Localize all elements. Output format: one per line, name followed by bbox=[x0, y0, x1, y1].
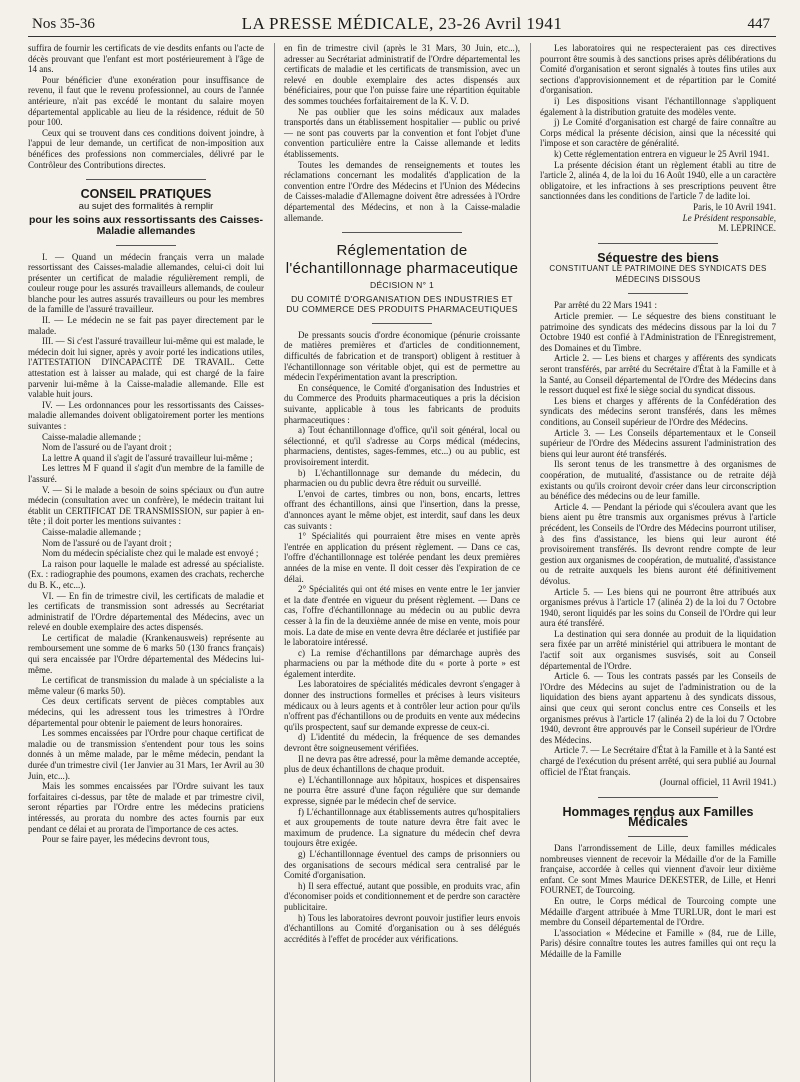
article-subtitle: DÉCISION N° 1 bbox=[370, 280, 434, 291]
paragraph: En conséquence, le Comité d'organisation des Industries et du Commerce des Produits pharmaceutiques a pris la décision suivante, applicable à tous les fabricants de produits pharmaceutiques : bbox=[284, 382, 520, 425]
article-body bbox=[284, 330, 520, 944]
paragraph: Il ne devra pas être adressé, pour la même demande acceptée, plus de deux échantillons de chaque produit. bbox=[284, 753, 520, 775]
article-subtitle: au sujet des formalités à remplir bbox=[78, 200, 214, 212]
paragraph: Article 3. — Les Conseils départementaux et le Conseil supérieur de l'Ordre des Médecins assurent l'administration des biens qui leur auront été transférés. bbox=[540, 427, 776, 459]
divider bbox=[598, 797, 718, 798]
paragraph: e) L'échantillonnage aux hôpitaux, hospices et dispensaires ne pourra être assuré d'une façon régulière que sur demande expresse, signée par le médecin chef de service. bbox=[284, 774, 520, 806]
paragraph: VI. — En fin de trimestre civil, les certificats de maladie et les certificats de transmission sont adressés au Secrétariat administratif de l'Ordre départemental des Médecins, avec un relevé en double exemplaire des actes dispensés. bbox=[28, 590, 264, 633]
article-heading-hommages bbox=[540, 804, 776, 830]
article-subtitle: pour les soins aux ressortissants des Caisses-Maladie allemandes bbox=[28, 214, 264, 237]
paragraph: j) Le Comité d'organisation est chargé de faire connaître au Corps médical la présente décision, ainsi que la nécessité qui l'impose et son caractère de généralité. bbox=[540, 117, 776, 149]
paragraph: III. — Si c'est l'assuré travailleur lui-même qui est malade, le médecin doit lui signer, après y avoir porté les indications utiles, l'ATTESTATION D'INCAPACITÉ DE TRAVAIL. Cette attestation est à laisser au malade, qui est chargé de la faire parvenir lui-même à la Caisse-maladie allemande. Elle est valable huit jours. bbox=[28, 336, 264, 400]
article-title: Hommages rendus aux Familles Médicales bbox=[562, 804, 754, 830]
columns bbox=[28, 43, 776, 1082]
paragraph: La destination qui sera donnée au produit de la liquidation sera fixée par un arrêté ministériel qui attribuera le montant de l'actif soit aux organismes susvisés, soit au Conseil départemental de l'Ordre. bbox=[540, 628, 776, 671]
paragraph: Par arrêté du 22 Mars 1941 : bbox=[554, 300, 657, 311]
paragraph: b) L'échantillonnage sur demande du médecin, du pharmacien ou du public devra être réduit ou surveillé. bbox=[284, 467, 520, 489]
paragraph: suffira de fournir les certificats de vie desdits enfants ou l'acte de décès prouvant que l'enfant est mort postérieurement à l'âge de 14 ans. bbox=[28, 43, 264, 75]
article-title: Séquestre des biens bbox=[597, 250, 719, 265]
paragraph: I. — Quand un médecin français verra un malade ressortissant des Caisses-maladie allemandes, celui-ci doit lui présenter un certificat de maladie régulièrement rempli, de couleur rouge pour les assurés travailleurs allemands, de couleur blanche pour les autres assurés travailleurs ou pour les membres de la famille de l'assuré travailleur. bbox=[28, 251, 264, 315]
paragraph: f) L'échantillonnage aux établissements autres qu'hospitaliers et aux groupements de toute nature devra être fait avec le maximum de prudence. La signature du médecin chef devra toujours être exigée. bbox=[284, 806, 520, 849]
paragraph: Article 4. — Pendant la période qui s'écoulera avant que les biens aient pu être transmis aux organismes prévus à l'article précédent, les Conseils de l'Ordre des Médecins pourront utiliser, à des fins d'assistance, les biens qui leur auront été provisoirement transférés. Ils devront rendre compte de leur gestion aux organismes de coopération, de mutualité, d'assistance ou de retraite auxquels les biens auront été définitivement dévolus. bbox=[540, 501, 776, 586]
article-heading-sequestre bbox=[540, 250, 776, 286]
paragraph: Nom de l'assuré ou de l'ayant droit ; bbox=[42, 537, 172, 548]
paragraph: Article 2. — Les biens et charges y afférents des syndicats seront transférés, par arrêté du Secrétaire d'État à la Famille et à la Santé, au Conseil départemental de l'Ordre des Médecins dans le ressort duquel est fixé le siège social du syndicat dissous. bbox=[540, 353, 776, 396]
divider bbox=[598, 243, 718, 244]
paragraph: en fin de trimestre civil (après le 31 Mars, 30 Juin, etc...), adresser au Secrétariat administratif de l'Ordre départemental les certificats de maladie et les certificats de transmission, avec un relevé en double exemplaire des actes dispensés aux bénéficiaires, pour que l'on puisse faire une répartition équitable des sommes touchées forfaitairement de la K. V. D. bbox=[284, 43, 520, 106]
paragraph: d) L'identité du médecin, la fréquence de ses demandes devront être soigneusement vérifiées. bbox=[284, 732, 520, 754]
divider bbox=[628, 293, 688, 294]
paragraph: Caisse-maladie allemande ; bbox=[42, 431, 141, 442]
paragraph: h) Il sera effectué, autant que possible, en produits vrac, afin d'économiser poids et conditionnement et de perdre son caractère publicitaire. bbox=[284, 880, 520, 912]
paragraph: La lettre A quand il s'agit de l'assuré travailleur lui-même ; bbox=[42, 452, 253, 463]
paragraph: La raison pour laquelle le malade est adressé au spécialiste. (Ex. : radiographie des poumons, examen des crachats, recherche du B. K., etc...). bbox=[28, 558, 264, 590]
paragraph: Ils seront tenus de les transmettre à des organismes de coopération, de mutualité, d'assistance ou de retraite déjà existants ou qu'ils croiront devoir créer dans leur circonscription au bénéfice des médecins ou de leur famille. bbox=[540, 459, 776, 502]
paragraph: h) Tous les laboratoires devront pouvoir justifier leurs envois d'échantillons au Comité d'organisation ou à ses délégués accrédités à l'effet de procéder aux vérifications. bbox=[284, 912, 520, 944]
column-2 bbox=[274, 43, 520, 1082]
paragraph: Dans l'arrondissement de Lille, deux familles médicales nombreuses viennent de recevoir la Médaille d'or de la Famille française, accordée à celles qui viennent d'avoir leur dixième enfant. Ce sont Mmes Maurice DEKESTER, de Lille, et Henri FOURNET, de Tourcoing. bbox=[540, 842, 776, 896]
signature-name: M. LEPRINCE. bbox=[718, 223, 776, 234]
paragraph: Le certificat de transmission du malade à un spécialiste a la même valeur (6 marks 50). bbox=[28, 675, 264, 696]
paragraph: g) L'échantillonnage éventuel des camps de prisonniers ou des organisations de secours médical sera centralisé par le Comité d'organisation. bbox=[284, 848, 520, 881]
paragraph: Nom du médecin spécialiste chez qui le malade est envoyé ; bbox=[42, 548, 259, 559]
paragraph: En outre, le Corps médical de Tourcoing compte une Médaille d'argent attribuée à Mme TURLUR, dont le mari est membre du Conseil départemental de l'Ordre. bbox=[540, 895, 776, 928]
issue-number: Nos 35-36 bbox=[32, 16, 95, 32]
article-heading-conseils bbox=[28, 189, 264, 236]
paragraph: Article 6. — Tous les contrats passés par les Conseils de l'Ordre des Médecins au sujet de l'administration ou de la liquidation des biens ayant appartenu à des syndicats dissous, ainsi que ceux qui seront conclus entre ces Conseils et les organismes prévus à l'article 17 (alinéa 2) de la loi du 7 Octobre 1940, devront être approuvés par le Conseil supérieur de l'Ordre des Médecins. bbox=[540, 671, 776, 745]
masthead bbox=[28, 14, 776, 37]
paragraph: Caisse-maladie allemande ; bbox=[42, 526, 141, 537]
paragraph: L'association « Médecine et Famille » (84, rue de Lille, Paris) désire connaître toutes les autres familles qui ont reçu la Médaille de la Famille bbox=[540, 927, 776, 959]
paragraph: 2° Spécialités qui ont été mises en vente entre le 1er janvier et la date d'entrée en vigueur du présent règlement. — Dans ce cas, l'offre d'échantillonnage au médecin ou au public devra cesser à la fin de la deuxième année de mise en vente, mois pour mois. La date de mise en vente devra être déclarée et justifiée par le laboratoire intéressé. bbox=[284, 584, 520, 648]
paragraph: Article 7. — Le Secrétaire d'État à la Famille et à la Santé est chargé de l'exécution du présent arrêté, qui sera publié au Journal officiel de l'État français. bbox=[540, 745, 776, 777]
paragraph: k) Cette réglementation entrera en vigueur le 25 Avril 1941. bbox=[554, 148, 770, 159]
divider bbox=[628, 836, 688, 837]
source-line: (Journal officiel, 11 Avril 1941.) bbox=[659, 777, 776, 788]
paragraph: Le certificat de maladie (Krankenausweis) représente au remboursement une somme de 6 marks 50 (130 francs français) qui sera encaissée par l'Ordre départemental des Médecins lui-même. bbox=[28, 632, 264, 675]
paragraph: c) La remise d'échantillons par démarchage auprès des pharmaciens ou par la méthode dite du « porte à porte » est également interdite. bbox=[284, 647, 520, 679]
paragraph: Mais les sommes encaissées par l'Ordre suivant les taux forfaitaires ci-dessus, par tête de malade et par trimestre civil, seront réparties par l'Ordre entre les médecins praticiens intéressés, au prorata du nombre des actes fournis par eux pendant ce délai et au prorata de l'importance de ces actes. bbox=[28, 781, 264, 834]
paragraph: Les lettres M F quand il s'agit d'un membre de la famille de l'assuré. bbox=[28, 463, 264, 484]
paragraph: 1° Spécialités qui pourraient être mises en vente après l'entrée en application du présent règlement. — Dans ce cas, l'offre d'échantillonnage est tolérée pendant les deux premières années de la mise en vente. Il doit cesser dès l'expiration de ce délai. bbox=[284, 531, 520, 584]
paragraph: Les laboratoires qui ne respecteraient pas ces directives pourront être soumis à des sanctions prises après délibérations du Comité d'organisation et seront signalés à toutes fins utiles aux sections d'approvisionnement et de répartition par le Comité d'organisation. bbox=[540, 43, 776, 96]
date-line: Paris, le 10 Avril 1941. bbox=[693, 201, 776, 212]
column-3 bbox=[530, 43, 776, 1082]
paragraph: i) Les dispositions visant l'échantillonnage s'appliquent également à la distribution gratuite des modèles vente. bbox=[540, 95, 776, 117]
article-subtitle: DU COMITÉ D'ORGANISATION DES INDUSTRIES ET DU COMMERCE DES PRODUITS PHARMACEUTIQUES bbox=[286, 293, 518, 315]
paragraph: Les sommes encaissées par l'Ordre pour chaque certificat de maladie ou de transmission s'entendent pour tous les soins donnés à un même malade, par le même médecin, pendant la durée d'un trimestre civil (1er Janvier au 31 Mars, 1er Avril au 30 Juin, etc...). bbox=[28, 728, 264, 781]
article-body bbox=[540, 300, 776, 777]
paragraph: Ne pas oublier que les soins médicaux aux malades transportés dans un établissement hospitalier — public ou privé — ne sont pas couverts par la convention et font l'objet d'une convention particulière entre la Caisse allemande et ledits établissements. bbox=[284, 106, 520, 159]
paragraph: IV. — Les ordonnances pour les ressortissants des Caisses-maladie allemandes doivent obligatoirement porter les mentions suivantes : bbox=[28, 399, 264, 431]
paragraph: a) Tout échantillonnage d'office, qu'il soit général, local ou sélectionné, et qu'il s'adresse au Corps médical (médecins, pharmaciens, dentistes, sages-femmes, etc...) ou au public, est provisoirement interdit. bbox=[284, 425, 520, 467]
divider bbox=[372, 323, 432, 324]
article-heading-reglementation bbox=[284, 242, 520, 315]
article-body bbox=[540, 843, 776, 960]
divider bbox=[86, 179, 206, 180]
article-subtitle: CONSTITUANT LE PATRIMOINE DES SYNDICATS DES MÉDECINS DISSOUS bbox=[549, 264, 767, 284]
paragraph: Ceux qui se trouvent dans ces conditions doivent joindre, à l'appui de leur demande, un certificat de non-imposition aux bénéfices des professions non commerciales, délivré par le Contrôleur des Contributions directes. bbox=[28, 127, 264, 170]
paragraph: V. — Si le malade a besoin de soins spéciaux ou d'un autre médecin (consultation avec un confrère), le médecin traitant lui établit un CERTIFICAT DE TRANSMISSION, sur papier à en-tête ; il doit porter les mentions suivantes : bbox=[28, 484, 264, 527]
article-body bbox=[28, 252, 264, 845]
divider bbox=[342, 232, 462, 233]
paragraph: Ces deux certificats servent de pièces comptables aux médecins, qui les adressent tous les trimestres à l'Ordre départemental pour obtenir le paiement de leurs honoraires. bbox=[28, 696, 264, 728]
paragraph: II. — Le médecin ne se fait pas payer directement par le malade. bbox=[28, 315, 264, 336]
journal-title: LA PRESSE MÉDICALE, 23-26 Avril 1941 bbox=[241, 14, 563, 33]
paragraph: Les biens et charges y afférents de la Confédération des syndicats des médecins seront transférés, dans les mêmes conditions, au Conseil supérieur de l'Ordre des Médecins. bbox=[540, 395, 776, 427]
paragraph: Nom de l'assuré ou de l'ayant droit ; bbox=[42, 442, 172, 453]
divider bbox=[116, 245, 176, 246]
paragraph: L'envoi de cartes, timbres ou non, bons, encarts, lettres offrant des échantillons, ainsi que l'insertion, dans la presse, d'annonces ayant le même objet, est interdit, sauf dans les deux cas suivants : bbox=[284, 488, 520, 531]
article-title: Réglementation de l'échantillonnage pharmaceutique bbox=[285, 242, 519, 278]
page-number: 447 bbox=[747, 16, 770, 32]
paragraph: Article 5. — Les biens qui ne pourront être attribués aux organismes prévus à l'article 17 (alinéa 2) de la loi du 7 Octobre 1940, seront liquidés par les soins du Conseil de l'Ordre qui leur aura été transféré. bbox=[540, 586, 776, 629]
paragraph: Les laboratoires de spécialités médicales devront s'engager à donner des instructions formelles et précises à leurs visiteurs médicaux ou à leurs agents et à contrôler leur action pour qu'ils n'offrent pas d'échantillons ou de produits en vente aux médecins qu'ils prospectent, sauf sur demande expresse de ceux-ci. bbox=[284, 679, 520, 732]
paragraph: Article premier. — Le séquestre des biens constituant le patrimoine des syndicats des médecins dissous par la loi du 7 Octobre 1940 est confié à l'Administration de l'Enregistrement, des Domaines et du Timbre. bbox=[540, 311, 776, 353]
paragraph: Toutes les demandes de renseignements et toutes les réclamations concernant les modalités d'application de la convention entre l'Ordre des Médecins et l'Union des Médecins de Caisses-maladie d'Allemagne doivent être adressées à l'Ordre départemental des Médecins, et non à la Caisse-maladie allemande. bbox=[284, 159, 520, 223]
paragraph: De pressants soucis d'ordre économique (pénurie croissante de matières premières et d'articles de conditionnement, difficultés de fabrication et de transport) obligent à restituer à l'échantillonnage son véritable objet, qui est de permettre au médecin l'expérimentation avant la prescription. bbox=[284, 329, 520, 383]
article-body bbox=[540, 43, 776, 202]
article-title: CONSEIL PRATIQUES bbox=[80, 187, 212, 202]
paragraph: Pour se faire payer, les médecins devront tous, bbox=[42, 834, 210, 845]
signature-title: Le Président responsable, bbox=[682, 212, 776, 223]
column-1 bbox=[28, 43, 264, 1082]
paragraph: La présente décision étant un règlement établi au titre de l'article 2, alinéa 4, de la loi du 16 Août 1940, elle a un caractère obligatoire, et les infractions à ses prescriptions peuvent être sanctionnées dans les conditions de l'article 7 de ladite loi. bbox=[540, 159, 776, 202]
paragraph: Pour bénéficier d'une exonération pour insuffisance de revenu, il faut que le revenu professionnel, au cours de l'année antérieure, n'ait pas excédé le montant du salaire moyen départemental applicable au lieu de la résidence, réduit de 50 pour 100. bbox=[28, 74, 264, 128]
